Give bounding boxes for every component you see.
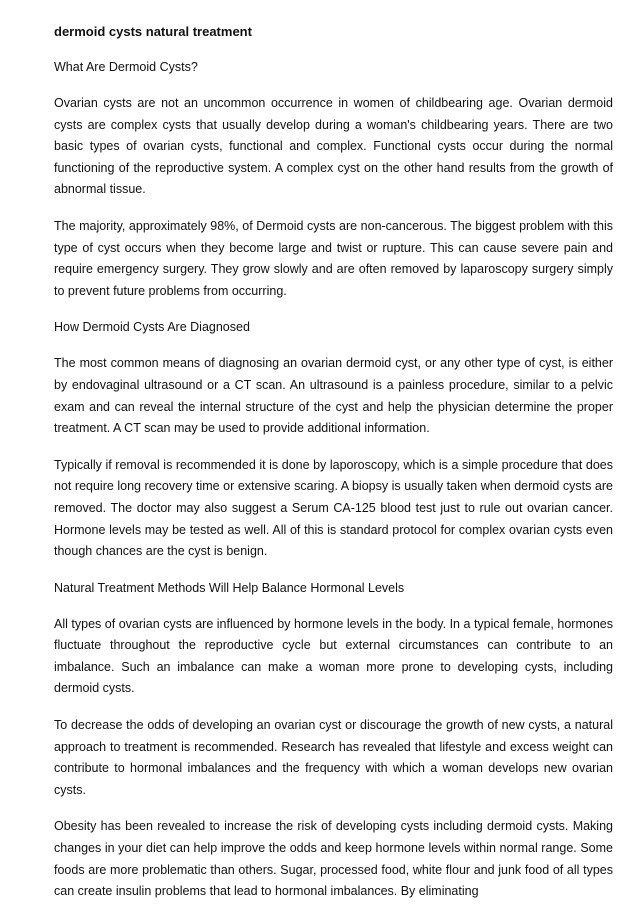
document-page bbox=[54, 22, 613, 918]
paragraph: To decrease the odds of developing an ovarian cyst or discourage the growth of new cysts, a natural approach to treatment is recommended. Research has revealed that lifestyle and excess weight can contribute to hormonal imbalances and the frequency with which a woman develops new ovarian cysts. bbox=[54, 718, 613, 797]
section-heading-diagnosed: How Dermoid Cysts Are Diagnosed bbox=[54, 320, 250, 335]
paragraph: The majority, approximately 98%, of Dermoid cysts are non-cancerous. The biggest problem with this type of cyst occurs when they become large and twist or rupture. This can cause severe pain and require emergency surgery. They grow slowly and are often removed by laparoscopy surgery simply to prevent future problems from occurring. bbox=[54, 218, 613, 298]
paragraph: All types of ovarian cysts are influenced by hormone levels in the body. In a typical female, hormones fluctuate throughout the reproductive cycle but external circumstances can contribute to an imbalance. Such an imbalance can make a woman more prone to developing cysts, including dermoid cysts. bbox=[54, 616, 613, 696]
section-heading-natural-treatment: Natural Treatment Methods Will Help Balance Hormonal Levels bbox=[54, 580, 405, 595]
section-heading-what-are-dermoid-cysts: What Are Dermoid Cysts? bbox=[54, 60, 198, 74]
paragraph-truncated: Obesity has been revealed to increase the risk of developing cysts including dermoid cysts. Making changes in your diet can help improve the odds and keep hormone levels within normal range. Some foods are more problematic than others. Sugar, processed food, white flour and junk food of all types can create insulin problems that lead to hormonal imbalances. By eliminating bbox=[54, 819, 613, 899]
paragraph: Ovarian cysts are not an uncommon occurrence in women of childbearing age. Ovarian dermoid cysts are complex cysts that usually develop during a woman's childbearing years. There are two basic types of ovarian cysts, functional and complex. Functional cysts occur during the normal functioning of the reproductive system. A complex cyst on the other hand results from the growth of abnormal tissue. bbox=[54, 96, 613, 197]
document-title: dermoid cysts natural treatment bbox=[54, 24, 252, 39]
paragraph: Typically if removal is recommended it is done by laporoscopy, which is a simple procedure that does not require long recovery time or extensive scaring. A biopsy is usually taken when dermoid cysts are removed. The doctor may also suggest a Serum CA-125 blood test just to rule out ovarian cancer. Hormone levels may be tested as well. All of this is standard protocol for complex ovarian cysts even though chances are the cyst is benign. bbox=[54, 457, 613, 559]
paragraph: The most common means of diagnosing an ovarian dermoid cyst, or any other type of cyst, is either by endovaginal ultrasound or a CT scan. An ultrasound is a painless procedure, similar to a pelvic exam and can reveal the internal structure of the cyst and help the physician determine the proper treatment. A CT scan may be used to provide additional information. bbox=[54, 356, 613, 436]
